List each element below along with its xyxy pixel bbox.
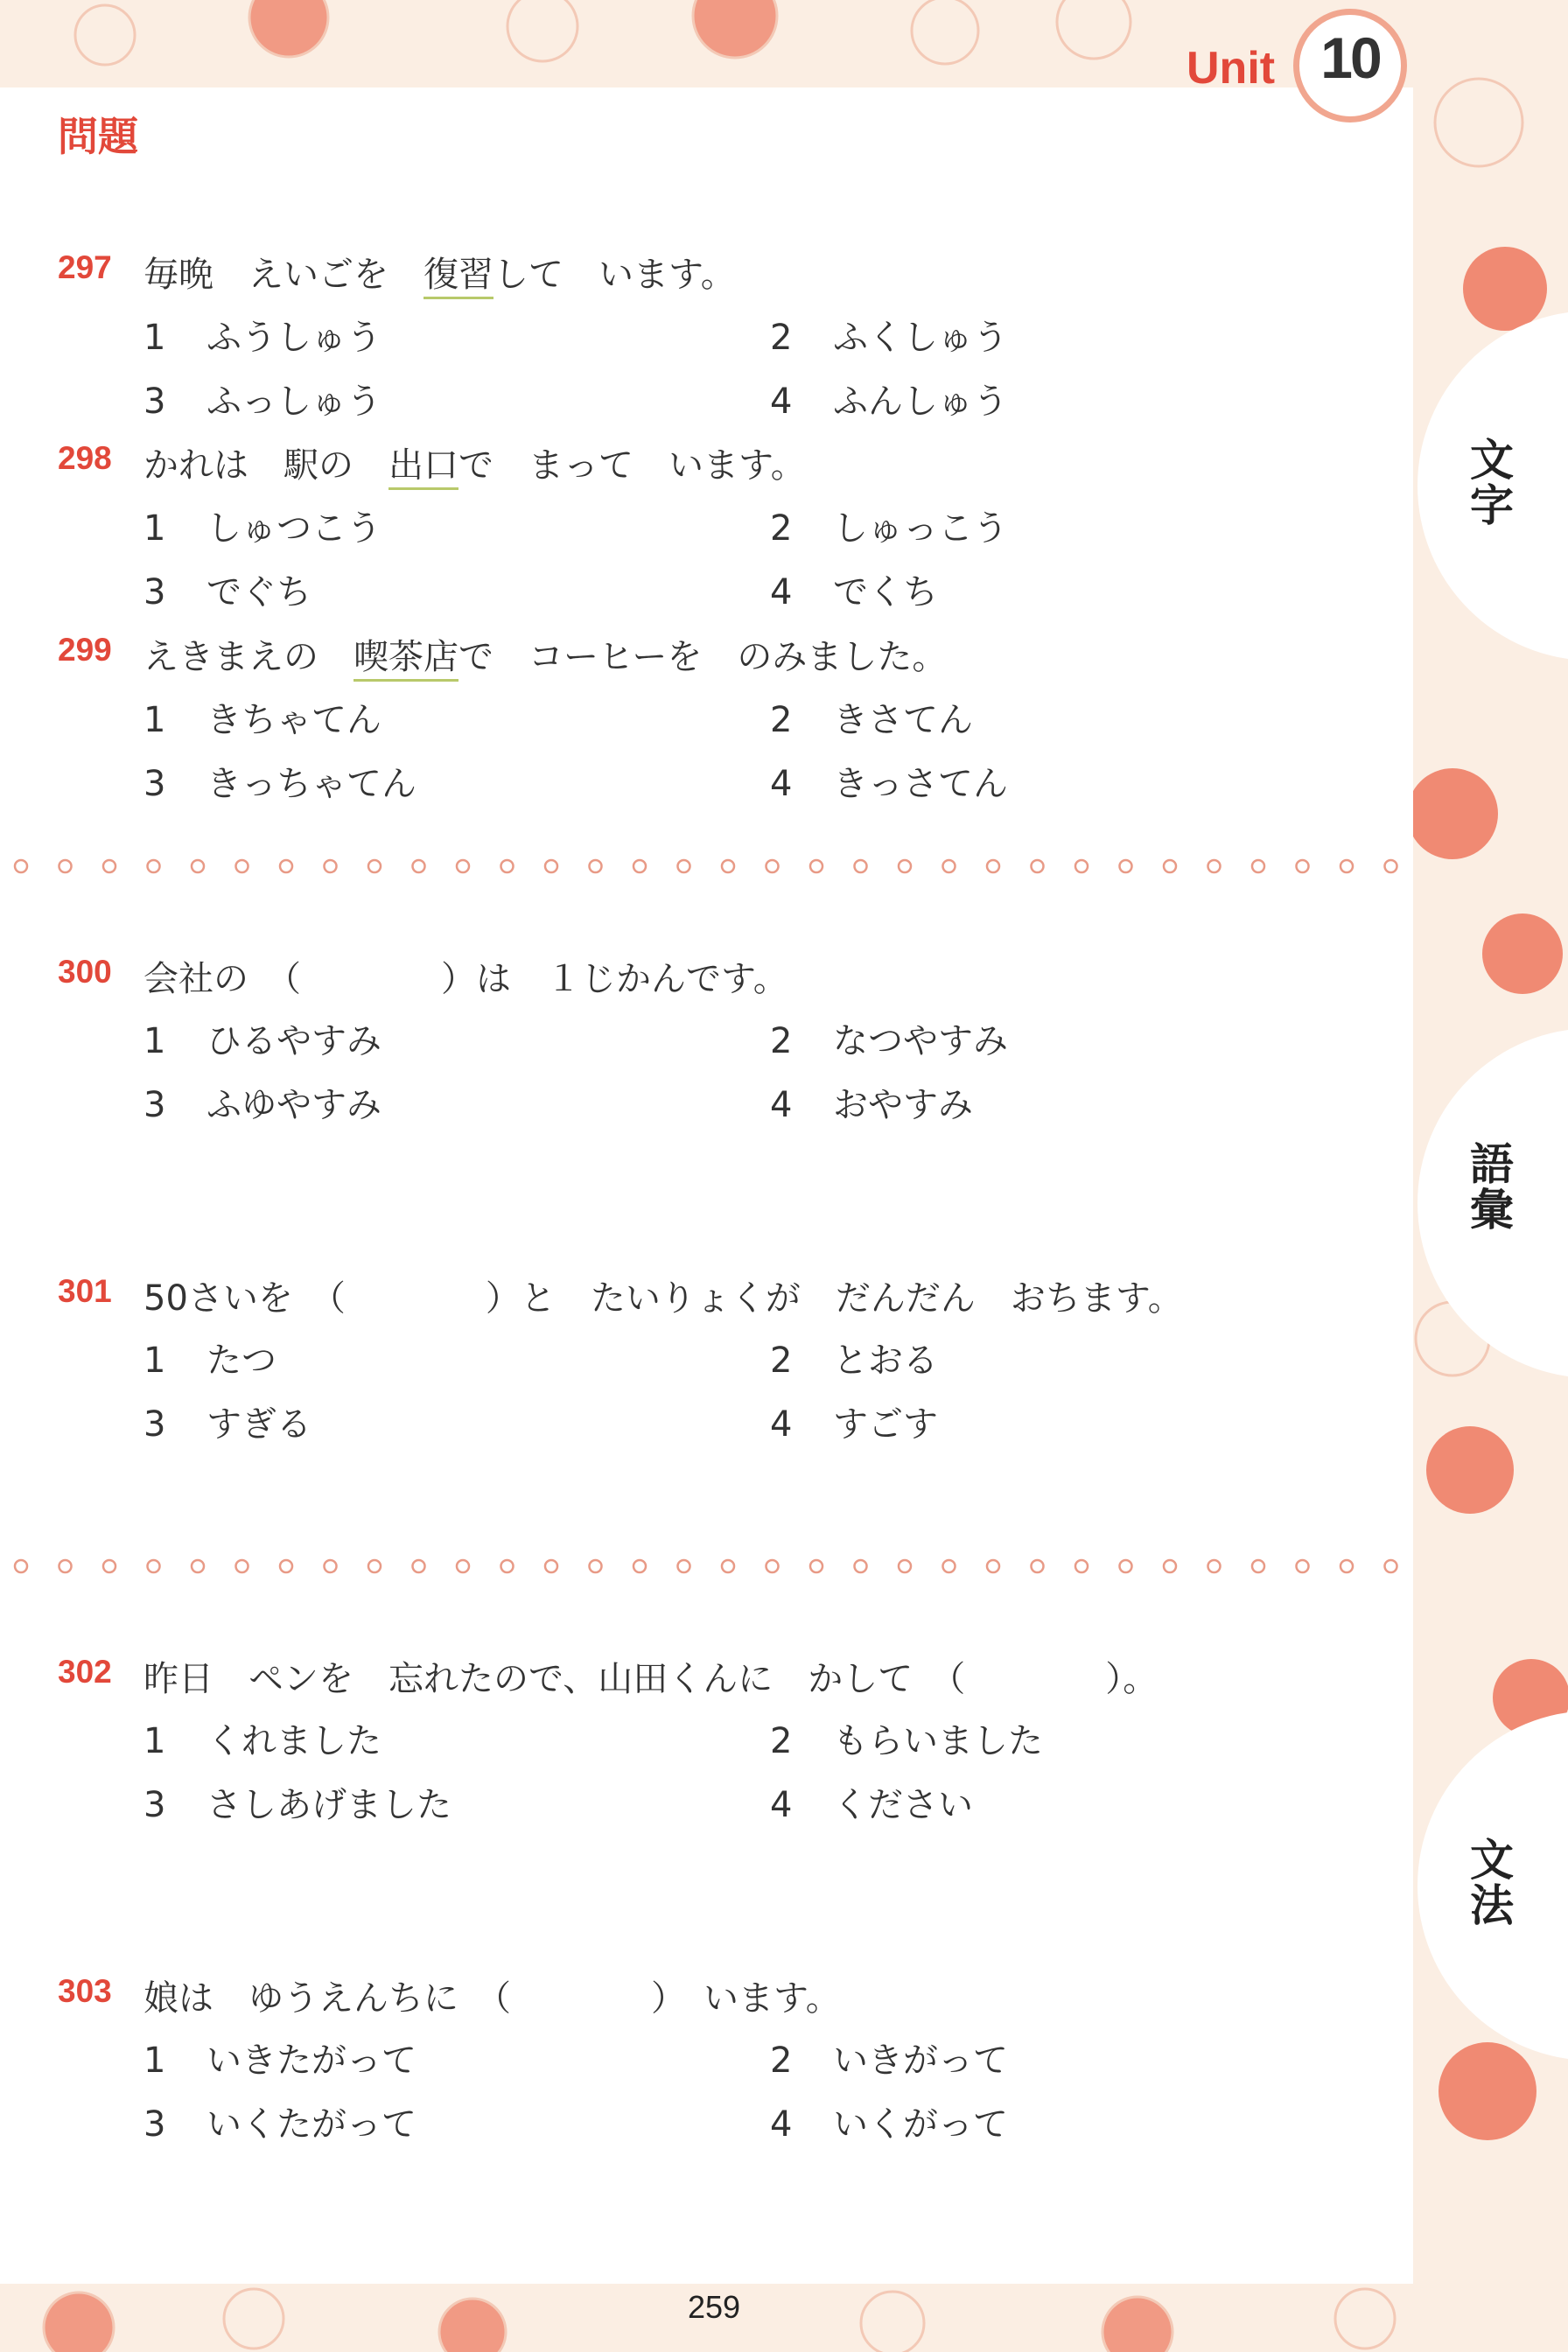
question-297-text: 毎晩 えいごを 復習して います。 — [144, 247, 736, 297]
option-2[interactable]: 2 きさてん — [770, 700, 973, 740]
option-1[interactable]: 1 くれました — [144, 1721, 382, 1761]
question-number: 298 — [58, 440, 112, 476]
option-2[interactable]: 2 しゅっこう — [770, 508, 1008, 549]
option-4[interactable]: 4 おやすみ — [770, 1085, 973, 1125]
underlined-word: 喫茶店 — [354, 637, 458, 682]
side-tab-label-goi: 語彙 — [1470, 1139, 1514, 1236]
option-4[interactable]: 4 でくち — [770, 572, 938, 612]
option-4[interactable]: 4 いくがって — [770, 2104, 1008, 2145]
question-303-text: 娘は ゆうえんちに （ ） います。 — [144, 1978, 841, 2019]
question-number: 297 — [58, 249, 112, 285]
underlined-word: 出口 — [388, 445, 458, 490]
question-298-text: かれは 駅の 出口で まって います。 — [144, 438, 806, 487]
section-divider — [12, 1558, 1412, 1575]
section-divider — [12, 858, 1412, 875]
question-number: 302 — [58, 1654, 112, 1690]
side-tab-label-moji: 文字 — [1470, 435, 1514, 531]
option-4[interactable]: 4 すごす — [770, 1404, 938, 1445]
option-1[interactable]: 1 ふうしゅう — [144, 318, 382, 358]
unit-number: 10 — [1320, 25, 1380, 90]
question-number: 301 — [58, 1273, 112, 1309]
option-1[interactable]: 1 ひるやすみ — [144, 1021, 382, 1061]
question-300-text: 会社の （ ）は １じかんです。 — [144, 959, 788, 999]
option-3[interactable]: 3 すぎる — [144, 1404, 312, 1445]
question-299-text: えきまえの 喫茶店で コーヒーを のみました。 — [144, 629, 947, 679]
option-2[interactable]: 2 なつやすみ — [770, 1021, 1008, 1061]
option-1[interactable]: 1 いきたがって — [144, 2040, 416, 2081]
underlined-word: 復習 — [424, 255, 494, 299]
page-number: 259 — [688, 2289, 741, 2325]
question-301-text: 50さいを （ ）と たいりょくが だんだん おちます。 — [144, 1278, 1183, 1319]
flower-decoration-bottom — [0, 2284, 1568, 2352]
option-2[interactable]: 2 ふくしゅう — [770, 318, 1008, 358]
option-2[interactable]: 2 いきがって — [770, 2040, 1008, 2081]
option-4[interactable]: 4 きっさてん — [770, 764, 1008, 804]
question-302-text: 昨日 ペンを 忘れたので、山田くんに かして （ ）。 — [144, 1659, 1158, 1699]
option-2[interactable]: 2 とおる — [770, 1340, 938, 1381]
question-number: 303 — [58, 1973, 112, 2009]
option-1[interactable]: 1 きちゃてん — [144, 700, 382, 740]
side-tab-label-bunpou: 文法 — [1470, 1835, 1514, 1931]
option-3[interactable]: 3 いくたがって — [144, 2104, 416, 2145]
option-3[interactable]: 3 さしあげました — [144, 1785, 452, 1825]
option-1[interactable]: 1 しゅつこう — [144, 508, 382, 549]
option-1[interactable]: 1 たつ — [144, 1340, 276, 1381]
option-3[interactable]: 3 ふっしゅう — [144, 382, 382, 422]
option-4[interactable]: 4 ふんしゅう — [770, 382, 1008, 422]
unit-label: Unit — [1186, 43, 1276, 94]
question-number: 299 — [58, 632, 112, 668]
option-2[interactable]: 2 もらいました — [770, 1721, 1043, 1761]
option-3[interactable]: 3 ふゆやすみ — [144, 1085, 382, 1125]
section-title: 問題 — [58, 113, 138, 160]
option-3[interactable]: 3 きっちゃてん — [144, 764, 416, 804]
option-3[interactable]: 3 でぐち — [144, 572, 312, 612]
option-4[interactable]: 4 ください — [770, 1785, 973, 1825]
question-number: 300 — [58, 954, 112, 990]
